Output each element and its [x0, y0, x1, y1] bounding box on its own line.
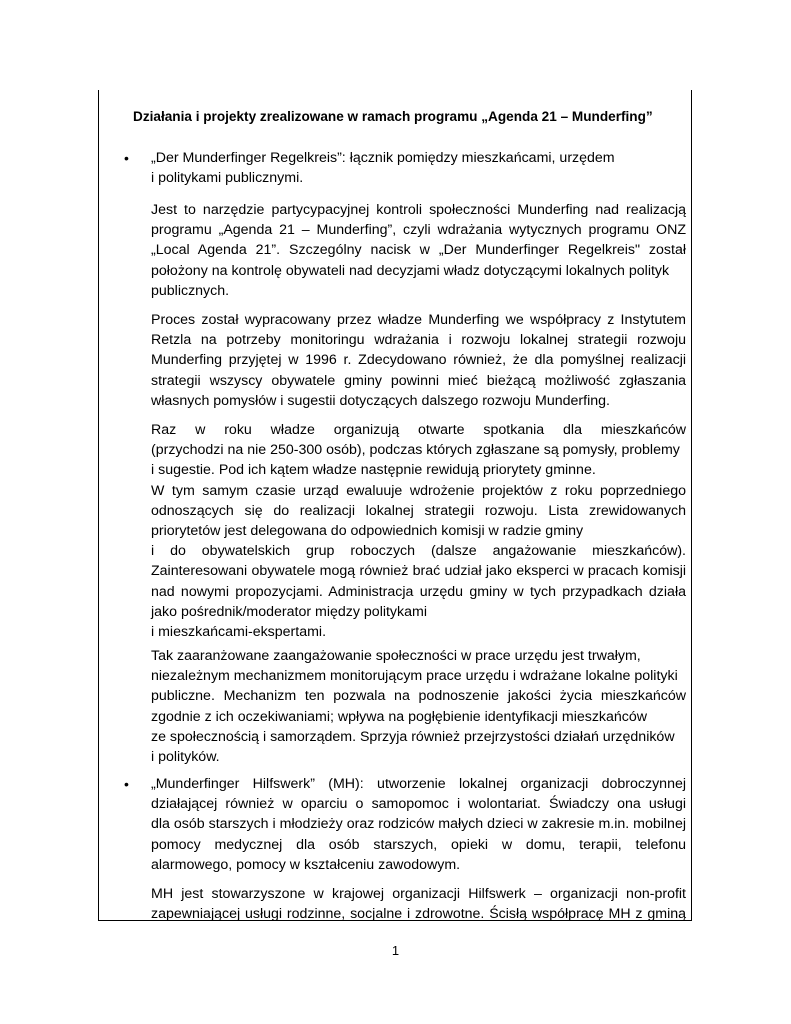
- text-line: odnoszących się do realizacji lokalnej strategii rozwoju. Lista zrewidowanych: [151, 502, 686, 519]
- text-line: programu „Agenda 21 – Munderfing”, czyli wdrażania wytycznych programu ONZ: [151, 222, 686, 239]
- paragraph-hilfswerk-membership: [151, 884, 686, 924]
- text-line: i sugestie. Pod ich kątem władze następnie rewidują priorytety gminne.: [151, 462, 596, 479]
- text-line: Retzla na potrzeby monitoringu wdrażania i rozwoju lokalnej strategii rozwoju: [151, 332, 686, 349]
- text-line: Tak zaaranżowane zaangażowanie społeczności w prace urzędu jest trwałym,: [151, 648, 641, 664]
- text-line: niezależnym mechanizmem monitorującym prace urzędu i wdrażane lokalne polityki: [151, 668, 678, 685]
- bullet-marker: •: [124, 150, 129, 166]
- paragraph-process-origin: [151, 310, 686, 411]
- text-line: własnych pomysłów i sugestii dotyczących dalszego rozwoju Munderfing.: [151, 392, 610, 409]
- text-line: „Der Munderfinger Regelkreis”: łącznik pomiędzy mieszkańcami, urzędem: [151, 150, 615, 166]
- text-line: „Local Agenda 21”. Szczególny nacisk w „Der Munderfinger Regelkreis" został: [151, 242, 686, 259]
- text-line: publiczne. Mechanizm ten pozwala na podnoszenie jakości życia mieszkańców: [151, 688, 686, 705]
- text-line: Raz w roku władze organizują otwarte spotkania dla mieszkańców: [151, 422, 686, 438]
- text-line: Jest to narzędzie partycypacyjnej kontroli społeczności Munderfing nad realizacją: [151, 202, 686, 218]
- text-line: (przychodzi na nie 250-300 osób), podczas których zgłaszane są pomysły, problemy: [151, 442, 680, 459]
- text-line: Munderfing przyjętej w 1996 r. Zdecydowano również, że dla pomyślnej realizacji: [151, 352, 686, 369]
- text-line: „Munderfinger Hilfswerk” (MH): utworzenie lokalnej organizacji dobroczynnej: [151, 776, 686, 792]
- paragraph-community-engagement: [151, 646, 686, 767]
- text-line: Zainteresowani obywatele mogą również brać udział jako eksperci w pracach komisji: [151, 563, 686, 580]
- bullet-marker: •: [124, 776, 129, 792]
- text-line: ze społecznością i samorządem. Sprzyja również przejrzystości działań urzędników: [151, 728, 675, 745]
- text-line: alarmowego, pomocy w kształceniu zawodowym.: [151, 856, 461, 873]
- text-line: i mieszkańcami-ekspertami.: [151, 624, 327, 641]
- text-line: nad nowymi propozycjami. Administracja urzędu gminy w tych przypadkach działa: [151, 583, 686, 600]
- document-heading: Działania i projekty zrealizowane w ramach programu „Agenda 21 – Munderfing”: [133, 109, 653, 124]
- text-line: i polityków.: [151, 749, 220, 766]
- text-line: zgodnie z ich oczekiwaniami; wpływa na pogłębienie identyfikacji mieszkańców: [151, 708, 648, 725]
- bullet-item-hilfswerk: [151, 774, 686, 875]
- text-line: i do obywatelskich grup roboczych (dalsze angażowanie mieszkańców).: [151, 543, 686, 560]
- text-line: dla osób starszych i młodzieży oraz rodziców małych dzieci w zakresie m.in. mobilnej: [151, 816, 686, 833]
- text-line: publicznych.: [151, 282, 230, 299]
- text-line: MH jest stowarzyszone w krajowej organizacji Hilfswerk – organizacji non-profit: [151, 886, 686, 902]
- text-line: pomocy medycznej dla osób starszych, opieki w domu, terapii, telefonu: [151, 836, 686, 853]
- text-line: priorytetów jest delegowana do odpowiednich komisji w radzie gminy: [151, 523, 584, 540]
- text-line: Proces został wypracowany przez władze Munderfing we współpracy z Instytutem: [151, 312, 686, 328]
- text-line: strategii wszyscy obywatele gminy powinni mieć bieżącą możliwość zgłaszania: [151, 372, 686, 389]
- paragraph-regelkreis-description: [151, 200, 686, 301]
- text-line: działającej również w oparciu o samopomoc i wolontariat. Świadczy ona usługi: [151, 796, 686, 813]
- bullet-item-regelkreis: [151, 148, 686, 188]
- text-line: i politykami publicznymi.: [151, 170, 304, 187]
- text-line: położony na kontrolę obywateli nad decyzjami władz dotyczącymi lokalnych polityk: [151, 262, 670, 279]
- text-line: W tym samym czasie urząd ewaluuje wdrożenie projektów z roku poprzedniego: [151, 482, 686, 499]
- paragraph-annual-meetings: [151, 420, 686, 642]
- page-number: 1: [391, 943, 400, 958]
- text-line: jako pośrednik/moderator między politykami: [151, 603, 427, 620]
- text-line: zapewniającej usługi rodzinne, socjalne i zdrowotne. Ścisłą współpracę MH z gminą: [151, 906, 686, 923]
